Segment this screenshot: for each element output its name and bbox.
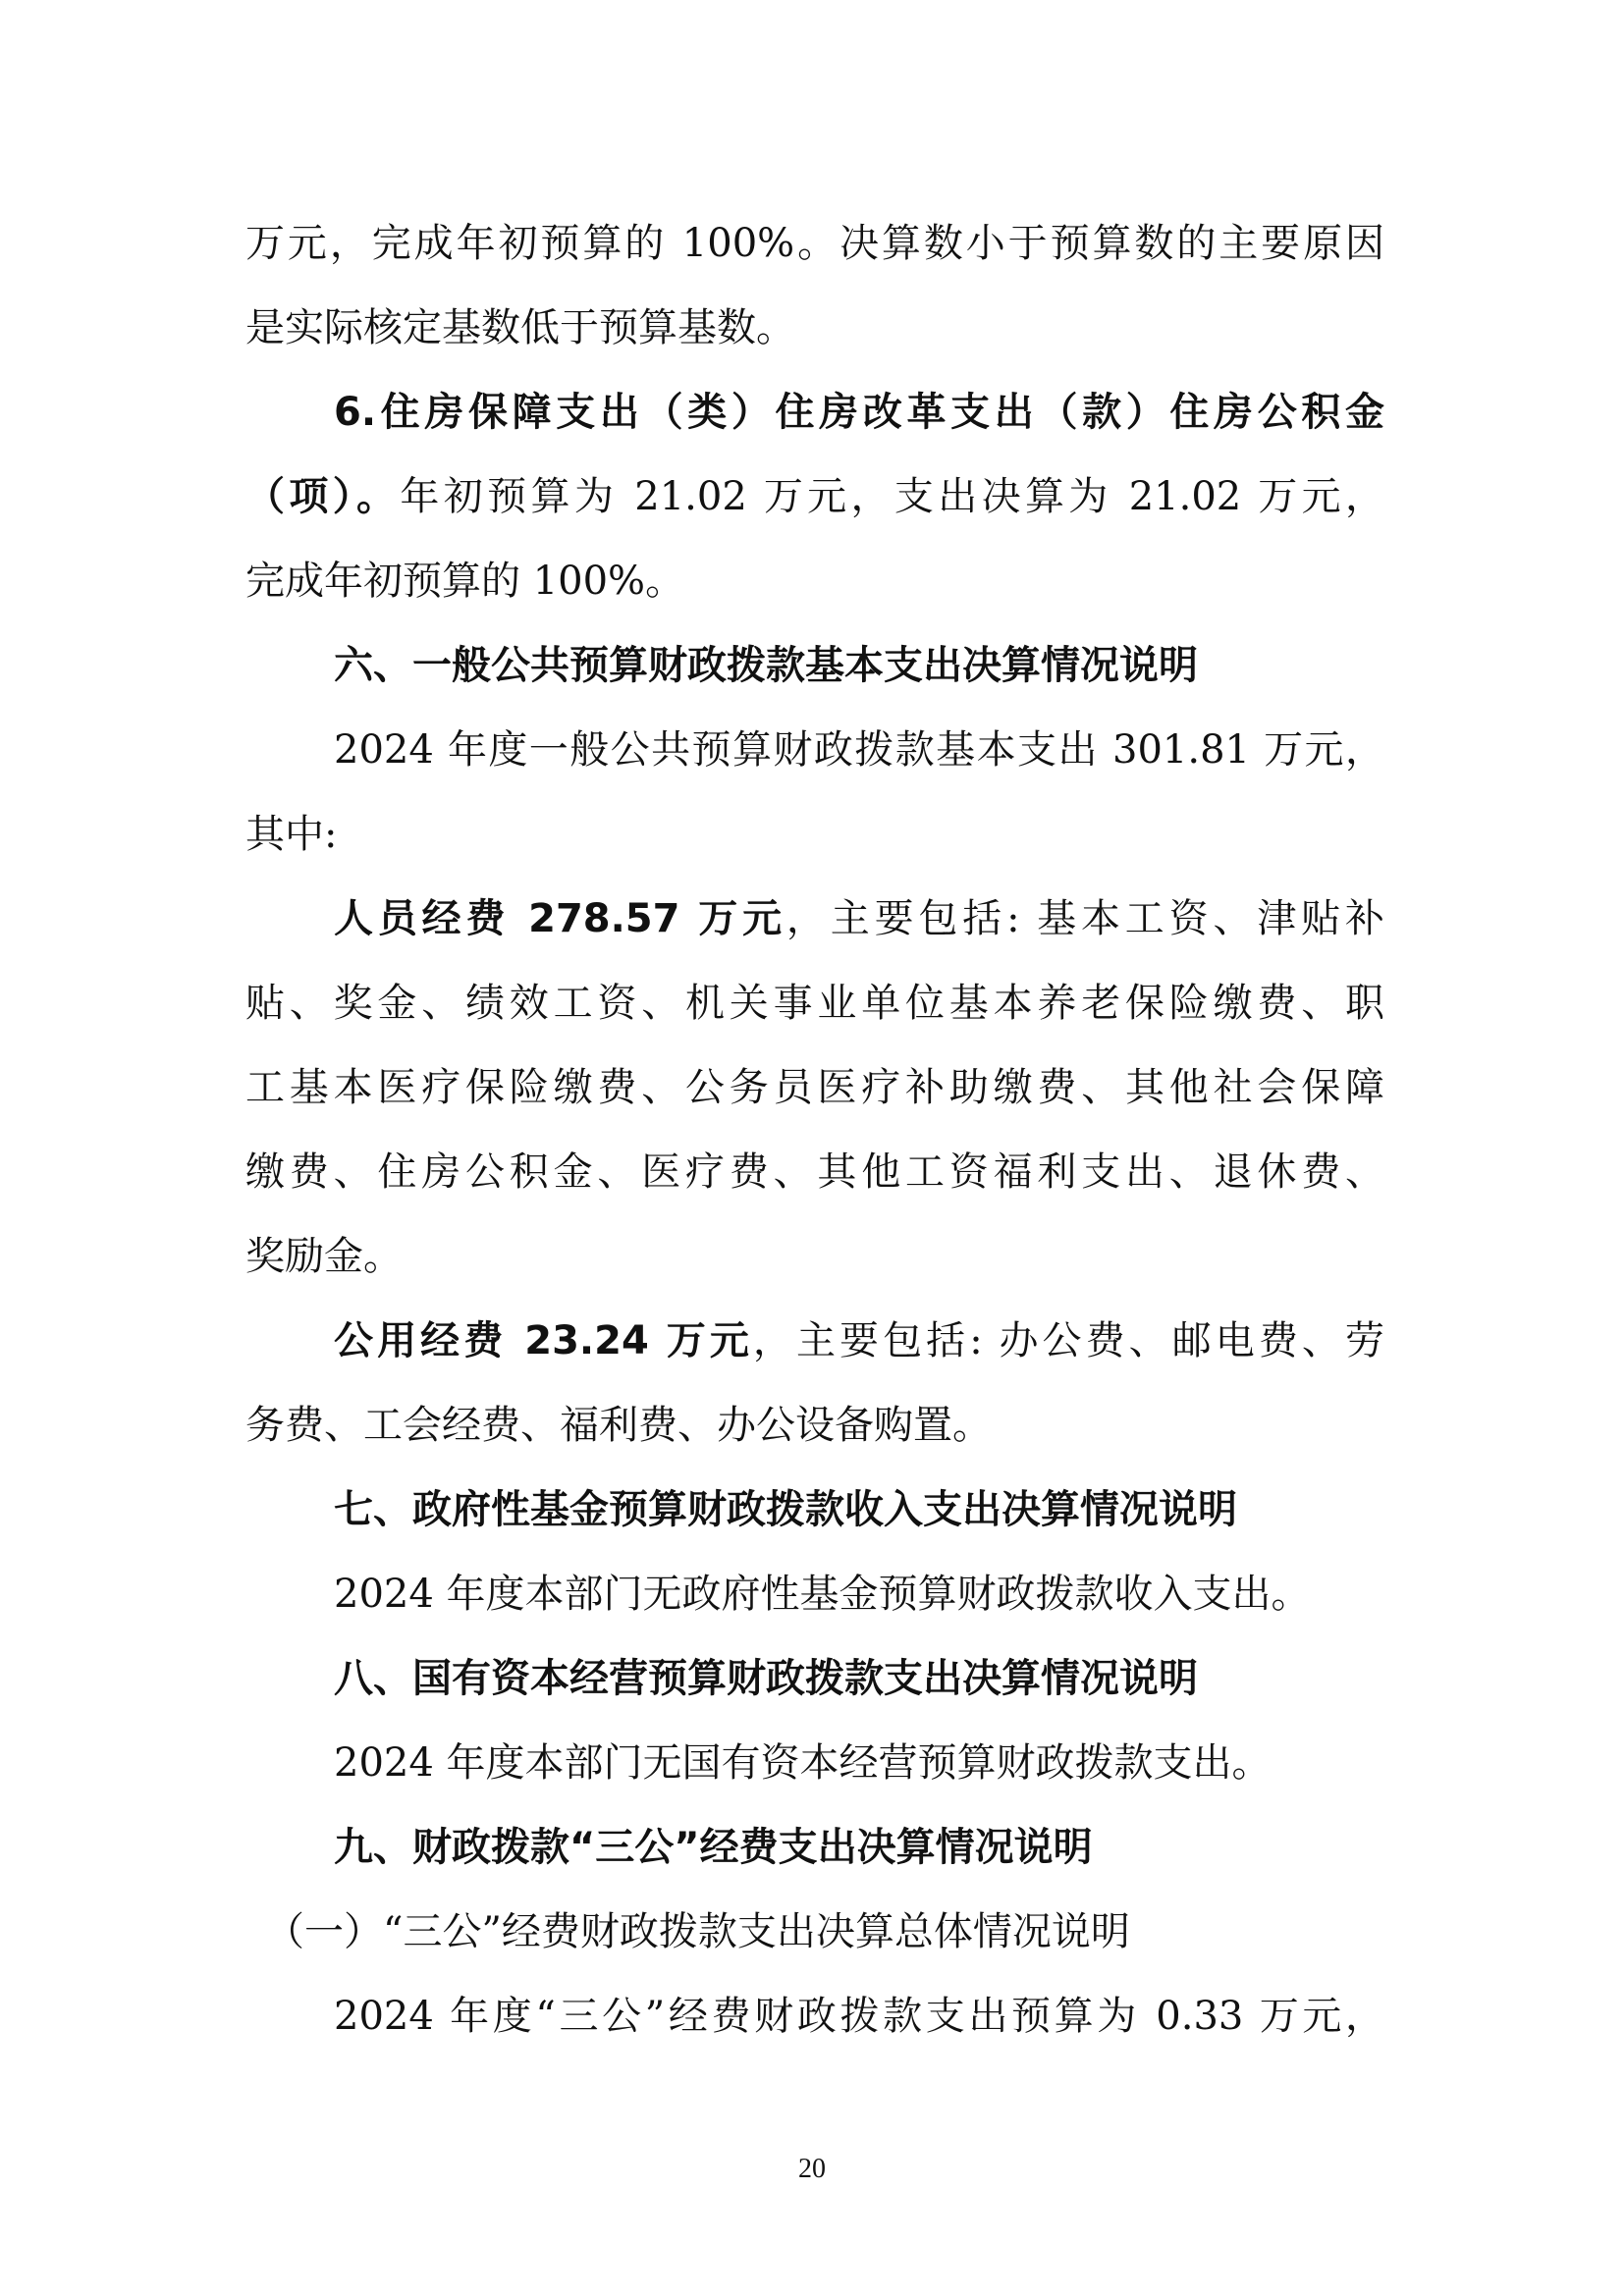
section-heading — [334, 1645, 1384, 1712]
line-text: ，主要包括: 基本工资、津贴补 — [785, 896, 1384, 941]
line-text: 2024 年度“三公”经费财政拨款支出预算为 0.33 万元， — [334, 1994, 1384, 2039]
section-heading — [334, 1814, 1384, 1881]
bold-lead-text: 人员经费 278.57 万元 — [334, 896, 786, 941]
heading-text: 六、一般公共预算财政拨款基本支出决算情况说明 — [334, 643, 1198, 688]
body-text-line — [245, 548, 1384, 614]
line-text: 工基本医疗保险缴费、公务员医疗补助缴费、其他社会保障 — [245, 1065, 1384, 1110]
body-text-line — [334, 885, 1384, 952]
heading-text: 七、政府性基金预算财政拨款收入支出决算情况说明 — [334, 1487, 1237, 1532]
body-text-line — [334, 1983, 1384, 2050]
body-text-line — [245, 463, 1384, 530]
line-text: 务费、工会经费、福利费、办公设备购置。 — [245, 1403, 992, 1448]
line-text: 贴、奖金、绩效工资、机关事业单位基本养老保险缴费、职 — [245, 981, 1384, 1026]
body-text-line — [245, 1223, 1384, 1290]
line-text: 2024 年度本部门无政府性基金预算财政拨款收入支出。 — [334, 1572, 1311, 1617]
subsection-heading — [334, 379, 1384, 446]
body-text-line — [245, 1054, 1384, 1121]
line-text: ，主要包括: 办公费、邮电费、劳 — [752, 1318, 1384, 1363]
bold-lead-text: 公用经费 23.24 万元 — [334, 1318, 753, 1363]
subsection-title-line — [265, 1898, 1384, 1965]
body-text-line — [245, 294, 1384, 361]
line-text: 年初预算为 21.02 万元，支出决算为 21.02 万元， — [400, 474, 1384, 519]
line-text: 2024 年度本部门无国有资本经营预算财政拨款支出。 — [334, 1740, 1272, 1786]
heading-text: 八、国有资本经营预算财政拨款支出决算情况说明 — [334, 1656, 1198, 1701]
line-text: 缴费、住房公积金、医疗费、其他工资福利支出、退休费、 — [245, 1149, 1384, 1195]
body-text-line — [334, 717, 1384, 783]
heading-text: （项）。 — [245, 474, 401, 519]
body-text-line — [245, 210, 1384, 277]
body-text-line — [245, 801, 1384, 868]
section-heading — [334, 1476, 1384, 1543]
line-text: 2024 年度一般公共预算财政拨款基本支出 301.81 万元， — [334, 727, 1384, 773]
heading-text: 九、财政拨款“三公”经费支出决算情况说明 — [334, 1825, 1093, 1870]
heading-text: 6.住房保障支出（类）住房改革支出（款）住房公积金 — [334, 390, 1384, 435]
section-heading — [334, 632, 1384, 699]
body-text-line — [334, 1561, 1384, 1628]
line-text: 是实际核定基数低于预算基数。 — [245, 305, 795, 350]
line-text: 奖励金。 — [245, 1234, 403, 1279]
line-text: （一）“三公”经费财政拨款支出决算总体情况说明 — [265, 1909, 1130, 1954]
line-text: 其中: — [245, 812, 338, 857]
page-number: 20 — [798, 2154, 826, 2184]
body-text-line — [334, 1730, 1384, 1796]
body-text-line — [334, 1308, 1384, 1374]
line-text: 万元，完成年初预算的 100%。决算数小于预算数的主要原因 — [245, 221, 1384, 266]
line-text: 完成年初预算的 100%。 — [245, 559, 685, 604]
body-text-line — [245, 1392, 1384, 1459]
body-text-line — [245, 1139, 1384, 1205]
body-text-line — [245, 970, 1384, 1037]
